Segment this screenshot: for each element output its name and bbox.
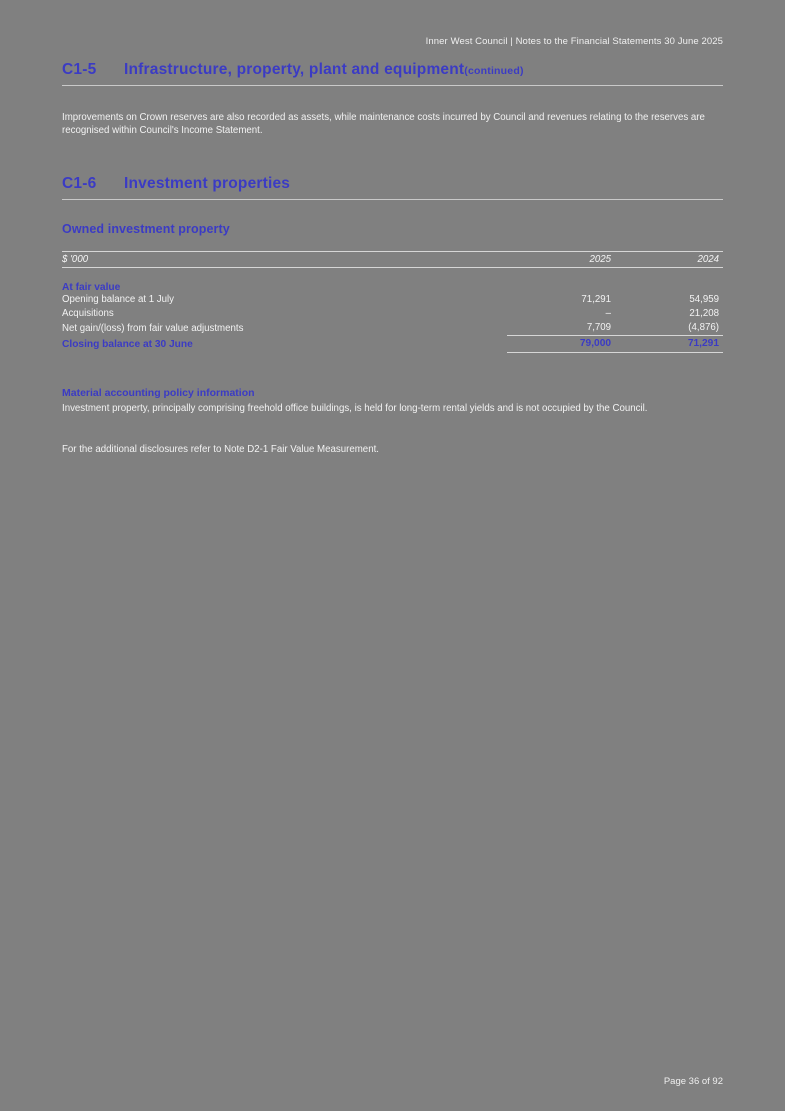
section-heading-c1-5 <box>62 61 723 86</box>
section-heading-c1-6 <box>62 175 723 200</box>
paragraph-crown-reserves: Improvements on Crown reserves are also recorded as assets, while maintenance costs incurred by Council and revenues relating to the reserves are recognised within Council's Income Statement. <box>62 112 705 136</box>
subheading-owned-investment-property: Owned investment property <box>62 222 230 236</box>
column-header-units: $ '000 <box>62 252 507 268</box>
section-number-c1-5: C1-5 <box>62 61 97 78</box>
policy-heading: Material accounting policy information <box>62 387 255 399</box>
paragraph-policy-body: Investment property, principally comprising freehold office buildings, is held for long-term rental yields and is not occupied by the Council. <box>62 403 648 414</box>
running-header: Inner West Council | Notes to the Financial Statements 30 June 2025 <box>425 36 723 47</box>
section-title-c1-5: Infrastructure, property, plant and equipment <box>124 61 465 78</box>
table-body <box>62 268 723 353</box>
section-number-c1-6: C1-6 <box>62 175 97 192</box>
table-row <box>62 293 723 307</box>
row-value-2025: 71,291 <box>581 294 612 305</box>
continued-label: (continued) <box>464 65 524 77</box>
table-group-title-row <box>62 268 723 294</box>
column-header-2025: 2025 <box>507 252 615 268</box>
row-value-2025: 7,709 <box>586 322 612 333</box>
total-value-2024: 71,291 <box>615 336 723 353</box>
row-value-2025: – <box>605 308 612 319</box>
page-number-footer: Page 36 of 92 <box>663 1076 723 1087</box>
row-label: Net gain/(loss) from fair value adjustments <box>62 322 244 334</box>
row-value-2024: 54,959 <box>689 294 719 305</box>
paragraph-disclosure-note: For the additional disclosures refer to Note D2-1 Fair Value Measurement. <box>62 444 379 455</box>
table-head <box>62 252 723 268</box>
section-title-c1-6: Investment properties <box>124 175 291 192</box>
row-value-2024: (4,876) <box>688 322 719 333</box>
total-label: Closing balance at 30 June <box>62 338 193 350</box>
table-row <box>62 307 723 321</box>
column-header-2024: 2024 <box>615 252 723 268</box>
investment-property-table <box>62 251 723 353</box>
group-title-at-fair-value: At fair value <box>62 282 121 293</box>
total-value-2025: 79,000 <box>507 336 615 353</box>
row-value-2024: 21,208 <box>689 308 719 319</box>
table-header-row <box>62 252 723 268</box>
row-label: Acquisitions <box>62 308 114 319</box>
row-label: Opening balance at 1 July <box>62 294 175 305</box>
table-row <box>62 321 723 336</box>
table-total-row <box>62 336 723 353</box>
